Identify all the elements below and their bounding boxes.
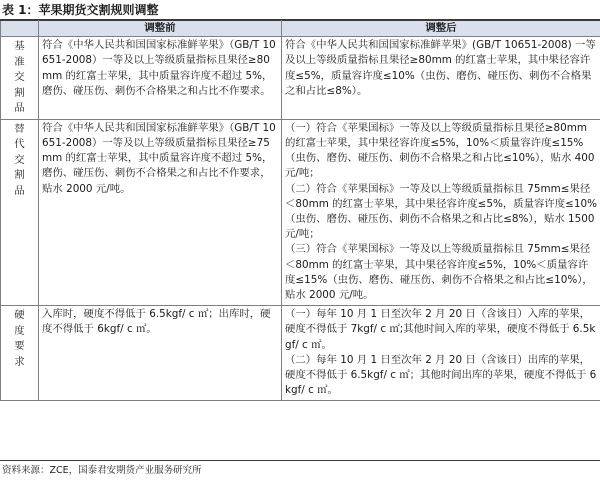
cell-paragraph: （一）每年 10 月 1 日至次年 2 月 20 日（含该日）入库的苹果，硬度不得低于 7kgf/ c ㎡;其他时间入库的苹果，硬度不得低于 6.5kgf/ c ㎡。 (285, 308, 596, 351)
cell-after (282, 37, 600, 120)
table-header-row (1, 21, 600, 37)
row-label (1, 306, 39, 401)
cell-paragraph: 符合《中华人民共和国国家标准鲜苹果》（GB/T 10651-2008）一等及以上等级质量指标且果径≥75mm 的红富士苹果，其中质量容许度不超过 5%，磨伤、碰压伤、刺伤不合格果之和占比不作要求，贴水 2000 元/吨。 (42, 121, 276, 195)
cell-before (39, 306, 282, 401)
row-label (1, 37, 39, 120)
row-label-char: 交 (14, 153, 25, 166)
cell-paragraph: （一）符合《苹果国标》一等及以上等级质量指标且果径≥80mm 的红富士苹果，其中果径容许度≤5%，10%＜质量容许度≤15%（虫伤、磨伤、碰压伤、刺伤不合格果之和占比≤10%），贴水 400 元/吨； (285, 121, 595, 180)
row-label-char: 品 (14, 102, 25, 115)
row-label-char: 割 (14, 86, 25, 99)
row-label-char: 割 (14, 169, 25, 182)
table-caption: 表 1：苹果期货交割规则调整 (2, 3, 159, 17)
cell-before (39, 37, 282, 120)
rules-table (0, 20, 600, 401)
row-label-char: 品 (14, 184, 25, 197)
cell-paragraph: 符合《中华人民共和国国家标准鲜苹果》（GB/T 10651-2008）一等及以上等级质量指标且果径≥80mm 的红富士苹果，其中质量容许度不超过 5%，磨伤、碰压伤、刺伤不合格果之和占比不作要求。 (42, 39, 276, 97)
row-label-char: 代 (14, 138, 25, 151)
row-label-char: 交 (14, 71, 25, 84)
row-label-char: 度 (14, 324, 25, 337)
table-row (1, 37, 600, 120)
row-label-char: 替 (14, 122, 25, 135)
header-before: 调整前 (39, 21, 282, 37)
row-label-char: 基 (14, 40, 25, 53)
cell-paragraph: （二）符合《苹果国标》一等及以上等级质量指标且 75mm≤果径＜80mm 的红富士苹果，其中果径容许度≤5%，质量容许度≤10%（虫伤、磨伤、碰压伤、刺伤不合格果之和占比≤8%），贴水 1500 元/吨； (285, 182, 597, 241)
row-label-char: 要 (14, 340, 25, 353)
table-row (1, 306, 600, 401)
header-after: 调整后 (282, 21, 600, 37)
row-label-char: 硬 (14, 309, 25, 322)
cell-after (282, 306, 600, 401)
cell-paragraph: （二）每年 10 月 1 日至次年 2 月 20 日（含该日）出库的苹果，硬度不得低于 6.5kgf/ c ㎡；其他时间出库的苹果，硬度不得低于 6kgf/ c ㎡。 (285, 353, 597, 397)
cell-paragraph: 入库时，硬度不得低于 6.5kgf/ c ㎡；出库时，硬度不得低于 6kgf/ c ㎡。 (42, 308, 271, 336)
table-row (1, 119, 600, 305)
row-label-char: 求 (14, 355, 25, 368)
source-note: 资料来源：ZCE，国泰君安期货产业服务研究所 (2, 465, 202, 476)
row-label (1, 119, 39, 305)
cell-after (282, 119, 600, 305)
row-label-char: 准 (14, 55, 25, 68)
cell-paragraph: 符合《中华人民共和国国家标准鲜苹果》(GB/T 10651-2008) 一等及以上等级质量指标且果径≥80mm 的红富士苹果，其中果径容许度≤5%，质量容许度≤10%（虫伤、磨伤、碰压伤、刺伤不合格果之和占比≤8%）。 (285, 39, 596, 97)
header-corner (1, 21, 39, 37)
bottom-rule (0, 460, 600, 461)
cell-paragraph: （三）符合《苹果国标》一等及以上等级质量指标且 75mm≤果径＜80mm 的红富士苹果，其中果径容许度≤5%，10%＜质量容许度≤15%（虫伤、磨伤、碰压伤、刺伤不合格果之和占比≤10%），贴水 2000 元/吨。 (285, 243, 593, 301)
cell-before (39, 119, 282, 305)
